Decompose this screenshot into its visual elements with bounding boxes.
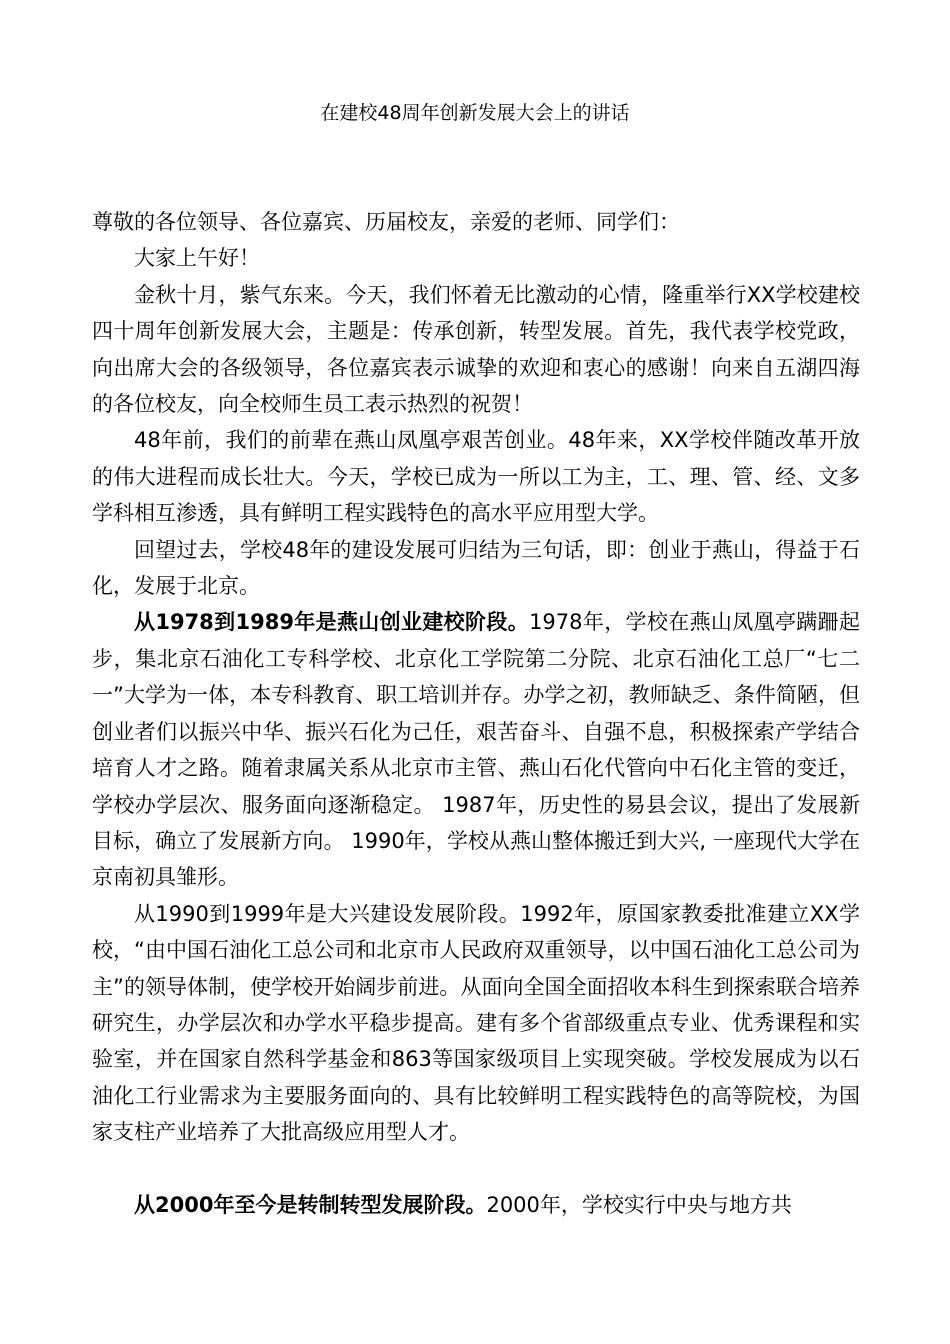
section-yanshan-text: 1978年，学校在燕山凤凰亭蹒跚起步，集北京石油化工专科学校、北京化工学院第二分院、北京石油化工总厂“七二一”大学为一体，本专科教育、职工培训并存。办学之初，教师缺乏、条件简陋，但创业者们以振兴中华、振兴石化为己任，艰苦奋斗、自强不息，积极探索产学结合培育人才之路。随着隶属关系从北京市主管、燕山石化代管向中石化主管的变迁，学校办学层次、服务面向逐渐稳定。 1987年，历史性的易县会议，提出了发展新目标，确立了发展新方向。 1990年，学校从燕山整体搬迁到大兴, 一座现代大学在京南初具雏形。	[92, 610, 860, 890]
section-daxing: 从1990到1999年是大兴建设发展阶段。1992年，原国家教委批准建立XX学校，“由中国石油化工总公司和北京市人民政府双重领导，以中国石油化工总公司为主”的领导体制，使学校开始阔步前进。从面向全国全面招收本科生到探索联合培养研究生，办学层次和办学水平稳步提高。建有多个省部级重点专业、优秀课程和实验室，并在国家自然科学基金和863等国家级项目上实现突破。学校发展成为以石油化工行业需求为主要服务面向的、具有比较鲜明工程实践特色的高等院校，为国家支柱产业培养了大批高级应用型人才。	[92, 901, 860, 1145]
document-body	[92, 204, 860, 1223]
section-transition-text: 2000年，学校实行中央与地方共	[486, 1192, 792, 1217]
paragraph-opening: 金秋十月，紫气东来。今天，我们怀着无比激动的心情，隆重举行XX学校建校四十周年创新发展大会，主题是：传承创新，转型发展。首先，我代表学校党政，向出席大会的各级领导，各位嘉宾表示诚挚的欢迎和衷心的感谢！向来自五湖四海的各位校友，向全校师生员工表示热烈的祝贺！	[92, 282, 860, 417]
section-transition	[92, 1187, 860, 1223]
section-transition-lead: 从2000年至今是转制转型发展阶段。	[134, 1192, 487, 1217]
document-title: 在建校48周年创新发展大会上的讲话	[320, 102, 630, 124]
greeting: 大家上午好！	[134, 246, 260, 271]
section-yanshan-lead: 从1978到1989年是燕山创业建校阶段。	[134, 610, 530, 635]
paragraph-summary: 回望过去，学校48年的建设发展可归结为三句话，即：创业于燕山，得益于石化，发展于北京。	[92, 537, 860, 599]
salutation: 尊敬的各位领导、各位嘉宾、历届校友，亲爱的老师、同学们：	[92, 210, 680, 234]
paragraph-history: 48年前，我们的前辈在燕山凤凰亭艰苦创业。48年来，XX学校伴随改革开放的伟大进程而成长壮大。今天，学校已成为一所以工为主，工、理、管、经、文多学科相互渗透，具有鲜明工程实践特色的高水平应用型大学。	[92, 428, 860, 526]
paragraph-gap	[92, 1151, 860, 1187]
section-yanshan	[92, 604, 860, 895]
